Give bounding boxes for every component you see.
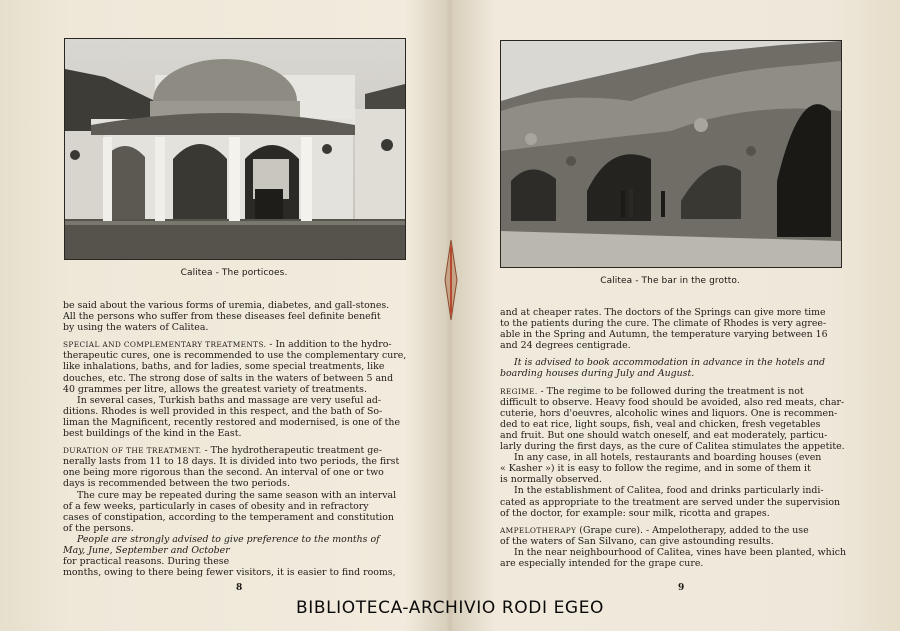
text-line: ded to eat rice, light soups, fish, veal and chicken, fresh vegetables <box>500 418 821 430</box>
text-line: The cure may be repeated during the same season with an interval <box>77 489 397 501</box>
text-line: is normally observed. <box>500 474 603 486</box>
text-line: of the doctor, for example: sour milk, ricotta and grapes. <box>500 507 770 519</box>
text-line: larly during the first days, as the cure of Calitea stimulates the appetite. <box>500 441 845 453</box>
text-line: All the persons who suffer from these diseases feel definite benefit <box>63 311 381 323</box>
right-page <box>452 0 900 631</box>
paragraph <box>500 485 851 518</box>
paragraph <box>500 547 851 569</box>
text-line: be said about the various forms of uremia, diabetes, and gall-stones. <box>63 300 390 311</box>
grotto-photo <box>500 40 842 268</box>
text-line: able in the Spring and Autumn, the temperature varying between 16 <box>500 329 828 341</box>
paragraph <box>500 357 851 379</box>
text-line: like inhalations, baths, and for ladies, some special treatments, like <box>63 361 385 373</box>
text-line: In any case, in all hotels, restaurants and boarding houses (even <box>514 452 822 464</box>
text-line: and 24 degrees centigrade. <box>500 340 631 352</box>
text-line: cuterie, hors d'oeuvres, alcoholic wines and liquors. One is recommen- <box>500 407 838 419</box>
text-line: difficult to observe. Heavy food should be avoided, also red meats, char- <box>500 396 845 408</box>
text-line: In the near neighbourhood of Calitea, vines have been planted, which <box>514 546 846 558</box>
section-heading: SPECIAL AND COMPLEMENTARY TREATMENTS. <box>63 340 267 350</box>
section-heading: AMPELOTHERAPY <box>500 525 577 535</box>
paragraph <box>63 534 412 578</box>
text-line: - In addition to the hydro- <box>266 339 392 351</box>
text-line: 40 grammes per litre, allows the greatest variety of treatments. <box>63 383 367 395</box>
text-line: It is advised to book accommodation in advance in the hotels and <box>514 357 826 369</box>
paragraph <box>63 490 412 534</box>
paragraph <box>500 452 851 485</box>
text-line: - The hydrotherapeutic treatment ge- <box>201 445 383 457</box>
paragraph <box>500 307 851 351</box>
text-line: and at cheaper rates. The doctors of the Springs can give more time <box>500 307 826 318</box>
paragraph <box>500 525 851 547</box>
section-heading: REGIME. <box>500 386 538 396</box>
text-line: People are strongly advised to give preference to the months of <box>77 533 380 545</box>
text-line: (Grape cure). - Ampelotherapy, added to the use <box>576 524 809 536</box>
text-line: days is recommended between the two periods. <box>63 478 290 490</box>
text-line: and fruit. But one should watch oneself, and eat moderately, particu- <box>500 429 828 441</box>
photo-caption: Calitea - The porticoes. <box>180 268 288 278</box>
text-line: cases of constipation, according to the temperament and constitution <box>63 511 394 523</box>
page-number: 9 <box>678 583 685 593</box>
paragraph <box>63 339 412 394</box>
text-line: therapeutic cures, one is recommended to use the complementary cure, <box>63 350 407 362</box>
text-line: of the persons. <box>63 522 134 534</box>
text-line: « Kasher ») it is easy to follow the regime, and in some of them it <box>500 463 811 475</box>
text-line: douches, etc. The strong dose of salts in the waters of between 5 and <box>63 372 394 384</box>
porticoes-photo <box>64 38 406 260</box>
text-line: In several cases, Turkish baths and massage are very useful ad- <box>77 394 382 406</box>
paragraph <box>63 445 412 489</box>
text-line: best buildings of the kind in the East. <box>63 428 242 440</box>
page-number: 8 <box>236 583 243 593</box>
text-line: are especially intended for the grape cure. <box>500 557 704 569</box>
text-line: to the patients during the cure. The climate of Rhodes is very agree- <box>500 318 827 330</box>
text-line: boarding houses during July and August. <box>500 368 695 380</box>
text-line: months, owing to there being fewer visitors, it is easier to find rooms, <box>63 567 396 579</box>
right-body-text <box>500 307 851 569</box>
text-line: In the establishment of Calitea, food and drinks particularly indi- <box>514 485 824 497</box>
text-line: liman the Magnificent, recently restored and modernised, is one of the <box>63 416 401 428</box>
text-line: for practical reasons. During these <box>63 556 230 568</box>
text-line: May, June, September and October <box>63 544 230 556</box>
left-body-text <box>63 300 412 578</box>
paragraph <box>63 300 412 333</box>
text-line: of the waters of San Silvano, can give astounding results. <box>500 535 774 547</box>
paragraph <box>500 386 851 453</box>
text-line: cated as appropriate to the treatment are served under the supervision <box>500 496 841 508</box>
paragraph <box>63 395 412 439</box>
text-line: one being more rigorous than the second. An interval of one or two <box>63 467 384 479</box>
photo-caption: Calitea - The bar in the grotto. <box>600 276 740 286</box>
text-line: - The regime to be followed during the treatment is not <box>537 385 804 397</box>
text-line: by using the waters of Calitea. <box>63 322 209 334</box>
archive-watermark: BIBLIOTECA-ARCHIVIO RODI EGEO <box>295 598 605 618</box>
text-line: of a few weeks, particularly in cases of obesity and in refractory <box>63 500 369 512</box>
text-line: nerally lasts from 11 to 18 days. It is divided into two periods, the first <box>63 456 400 468</box>
section-heading: DURATION OF THE TREATMENT. <box>63 446 202 456</box>
text-line: ditions. Rhodes is well provided in this respect, and the bath of So- <box>63 405 383 417</box>
